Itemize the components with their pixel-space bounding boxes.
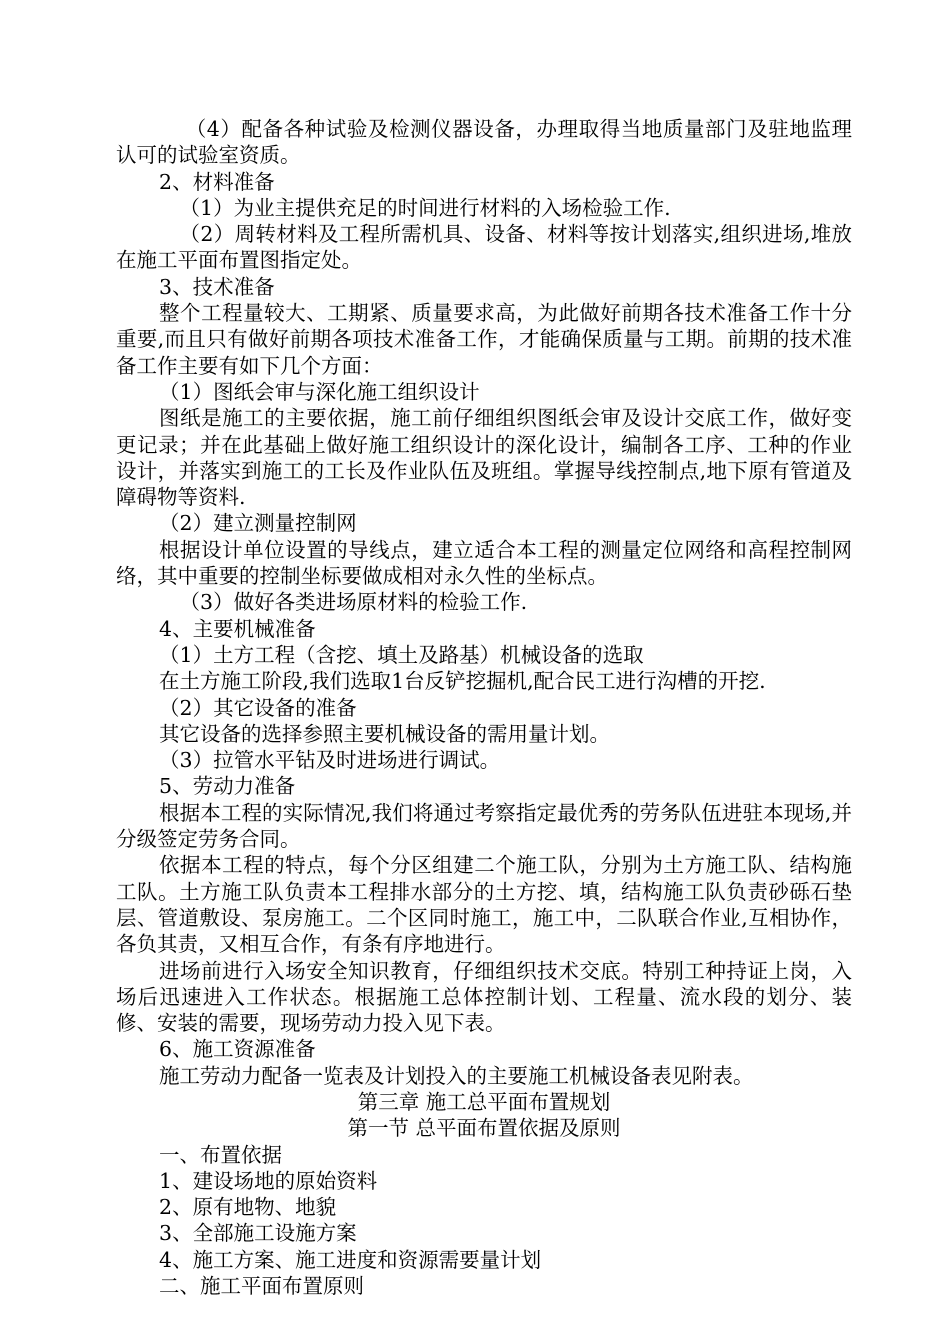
section-heading-materials: 2、材料准备 xyxy=(159,169,275,194)
paragraph-body: 根据本工程的实际情况,我们将通过考察指定最优秀的劳务队伍进驻本现场,并分级签定劳务合同。 xyxy=(116,800,852,852)
section-title: 第一节 总平面布置依据及原则 xyxy=(347,1116,621,1141)
document-body xyxy=(116,116,852,1299)
list-item: 2、原有地物、地貌 xyxy=(159,1195,337,1220)
paragraph-item-2: （2）周转材料及工程所需机具、设备、材料等按计划落实,组织进场,堆放在施工平面布置图指定处。 xyxy=(116,222,852,273)
section-heading-technical: 3、技术准备 xyxy=(159,274,275,299)
paragraph-body: 图纸是施工的主要依据，施工前仔细组织图纸会审及设计交底工作，做好变更记录；并在此基础上做好施工组织设计的深化设计，编制各工序、工种的作业设计，并落实到施工的工长及作业队伍及班组。掌握导线控制点,地下原有管道及障碍物等资料. xyxy=(116,406,852,510)
paragraph-body: 其它设备的选择参照主要机械设备的需用量计划。 xyxy=(159,721,611,746)
subheading-earthwork: （1）土方工程（含挖、填土及路基）机械设备的选取 xyxy=(159,642,644,667)
chapter-title: 第三章 施工总平面布置规划 xyxy=(357,1089,611,1114)
subheading-other-equipment: （2）其它设备的准备 xyxy=(159,695,357,720)
paragraph-body: 依据本工程的特点，每个分区组建二个施工队，分别为土方施工队、结构施工队。土方施工队负责本工程排水部分的土方挖、填，结构施工队负责砂砾石垫层、管道敷设、泵房施工。二个区同时施工，施工中，二队联合作业,互相协作，各负其责，又相互合作，有条有序地进行。 xyxy=(116,853,852,957)
list-heading-principles: 二、施工平面布置原则 xyxy=(159,1274,365,1299)
paragraph-body: 根据设计单位设置的导线点，建立适合本工程的测量定位网络和高程控制网络，其中重要的控制坐标要做成相对永久性的坐标点。 xyxy=(116,537,852,589)
section-heading-machinery: 4、主要机械准备 xyxy=(159,616,316,641)
subheading-material-inspection: （3）做好各类进场原材料的检验工作. xyxy=(179,590,528,615)
paragraph-item-1: （1）为业主提供充足的时间进行材料的入场检验工作. xyxy=(179,195,671,220)
section-heading-resources: 6、施工资源准备 xyxy=(159,1037,316,1062)
list-item: 3、全部施工设施方案 xyxy=(159,1221,357,1246)
paragraph-body: 整个工程量较大、工期紧、质量要求高，为此做好前期各技术准备工作十分重要,而且只有做好前期各项技术准备工作，才能确保质量与工期。前期的技术准备工作主要有如下几个方面： xyxy=(116,301,852,378)
paragraph-item-4: （4）配备各种试验及检测仪器设备，办理取得当地质量部门及驻地监理认可的试验室资质。 xyxy=(116,117,852,168)
subheading-survey-network: （2）建立测量控制网 xyxy=(159,511,357,536)
list-item: 1、建设场地的原始资料 xyxy=(159,1168,378,1193)
paragraph-body: 在土方施工阶段,我们选取1台反铲挖掘机,配合民工进行沟槽的开挖. xyxy=(159,669,766,694)
section-heading-labor: 5、劳动力准备 xyxy=(159,774,296,799)
paragraph-body: 施工劳动力配备一览表及计划投入的主要施工机械设备表见附表。 xyxy=(159,1063,754,1088)
list-item: 4、施工方案、施工进度和资源需要量计划 xyxy=(159,1247,542,1272)
list-heading-basis: 一、布置依据 xyxy=(159,1142,283,1167)
paragraph-body: 进场前进行入场安全知识教育，仔细组织技术交底。特别工种持证上岗，入场后迅速进入工作状态。根据施工总体控制计划、工程量、流水段的划分、装修、安装的需要，现场劳动力投入见下表。 xyxy=(116,958,852,1036)
paragraph-item-3: （3）拉管水平钻及时进场进行调试。 xyxy=(159,748,501,773)
subheading-drawings: （1）图纸会审与深化施工组织设计 xyxy=(159,379,480,404)
